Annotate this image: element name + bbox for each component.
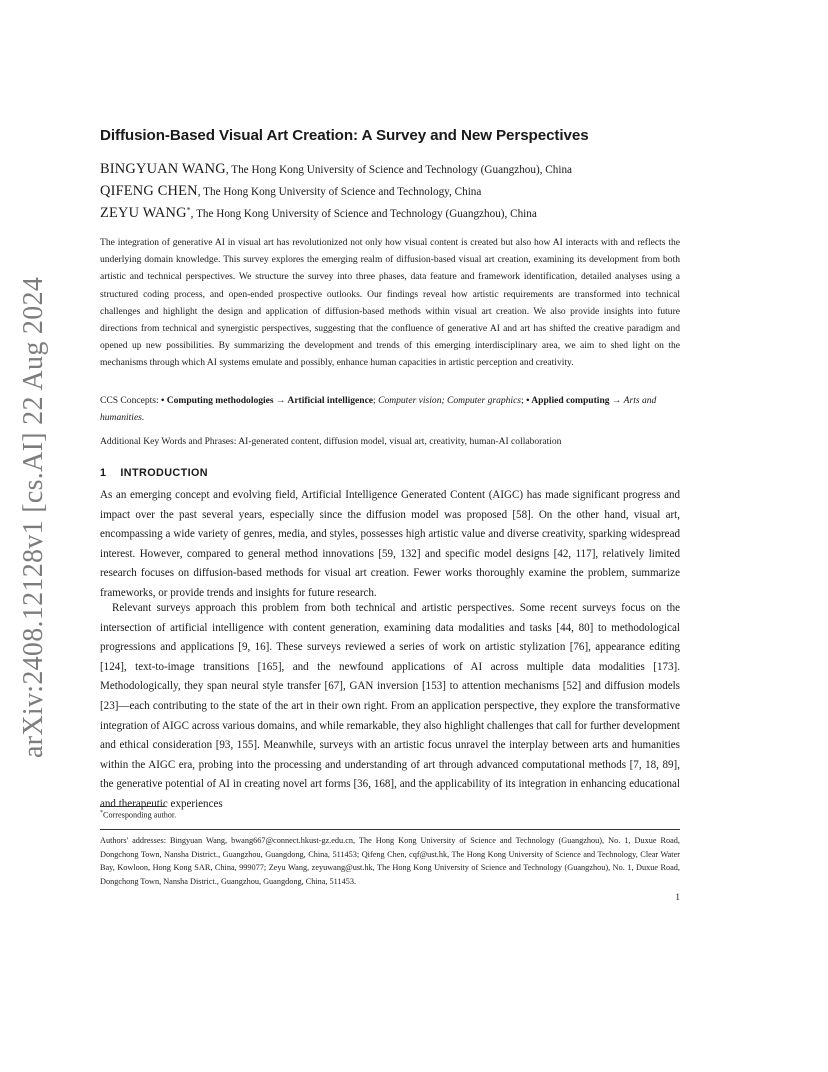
section-number: 1 (100, 467, 107, 479)
addresses-divider (100, 829, 680, 830)
ccs-vision-graphics: Computer vision; Computer graphics (378, 395, 522, 406)
author-name: BINGYUAN WANG (100, 161, 226, 177)
author-name: ZEYU WANG (100, 205, 187, 221)
author-affiliation: , The Hong Kong University of Science and Technology (Guangzhou), China (190, 208, 537, 220)
additional-keywords: Additional Key Words and Phrases: AI-generated content, diffusion model, visual art, creativity, human-AI collaboration (100, 436, 562, 447)
ccs-arts-humanities: → Arts and humanities. (100, 395, 657, 424)
section-heading (100, 467, 208, 479)
ccs-separator: ; (521, 395, 527, 406)
author-marker: * (186, 205, 191, 215)
author-affiliation: , The Hong Kong University of Science and Technology, China (197, 186, 482, 198)
abstract: The integration of generative AI in visual art has revolutionized not only how visual content is created but also how AI interacts with and reflects the underlying domain knowledge. This survey explores the emerging realm of diffusion-based visual art creation, examining its development from both artistic and technical perspectives. We structure the survey into three phases, data feature and framework identification, detailed analyses using a structured coding process, and open-ended prospective outlooks. Our findings reveal how artistic requirements are transformed into technical challenges and highlight the design and application of diffusion-based methods within visual art creation. We also provide insights into future directions from technical and synergistic perspectives, suggesting that the confluence of generative AI and art has shifted the creative paradigm and opened up new possibilities. By summarizing the development and trends of this emerging interdisciplinary area, we aim to shed light on the mechanisms through which AI systems emulate and possibly, enhance human capacities in artistic perception and creativity. (100, 237, 680, 369)
author-line (100, 161, 680, 178)
section-title: INTRODUCTION (120, 467, 208, 479)
ccs-computing-methodologies: • Computing methodologies → Artificial intelligence (161, 395, 374, 406)
ccs-label: CCS Concepts: (100, 395, 162, 406)
footnote-marker: * (100, 810, 103, 816)
author-addresses: Authors' addresses: Bingyuan Wang, bwang667@connect.hkust-gz.edu.cn, The Hong Kong University of Science and Technology (Guangzhou), No. 1, Duxue Road, Dongchong Town, Nansha District., Guangzhou, Guangdong, China, 511453; Qifeng Chen, cqf@ust.hk, The Hong Kong University of Science and Technology, Clear Water Bay, Kowloon, Hong Kong SAR, China, 999077; Zeyu Wang, zeyuwang@ust.hk, The Hong Kong University of Science and Technology (Guangzhou), No. 1, Duxue Road, Dongchong Town, Nansha District., Guangzhou, Guangdong, China, 511453. (100, 836, 680, 886)
footnote (100, 810, 176, 820)
ccs-separator: ; (373, 395, 379, 406)
author-affiliation: , The Hong Kong University of Science and Technology (Guangzhou), China (225, 164, 573, 176)
ccs-applied-computing: • Applied computing (526, 395, 610, 406)
page-number: 1 (675, 892, 680, 902)
ccs-concepts (100, 392, 680, 426)
arxiv-identifier-stamp: arXiv:2408.12128v1 [cs.AI] 22 Aug 2024 (18, 276, 49, 758)
body-paragraph: Relevant surveys approach this problem from both technical and artistic perspectives. Some recent surveys focus on the intersection of artificial intelligence with content generation, examining data modalities and tasks [44, 80] to methodological progressions and applications [9, 16]. These surveys reviewed a series of work on artistic stylization [76], appearance editing [124], text-to-image transitions [165], and the newfound applications of AI across multiple data modalities [173]. Methodologically, they span neural style transfer [67], GAN inversion [153] to attention mechanisms [52] and diffusion models [23]—each contributing to the state of the art in their own right. From an application perspective, they explore the transformative integration of AIGC across various domains, and while remarkable, they also highlight challenges that call for further development and ethical consideration [93, 155]. Meanwhile, surveys with an artistic focus unravel the interplay between arts and humanities within the AIGC era, probing into the processing and understanding of art through advanced computational methods [7, 18, 89], the generative potential of AI in creating novel art forms [36, 168], and the applicability of its integration in enhancing educational and therapeutic experiences (100, 602, 680, 810)
paper-title: Diffusion-Based Visual Art Creation: A Survey and New Perspectives (100, 127, 589, 144)
author-name: QIFENG CHEN (100, 183, 198, 199)
body-paragraph: As an emerging concept and evolving field, Artificial Intelligence Generated Content (AIGC) has made significant progress and impact over the past several years, especially since the diffusion model was proposed [58]. On the other hand, visual art, encompassing a wide variety of genres, media, and styles, possesses high artistic value and diverse creativity, sparking widespread interest. However, compared to general method innovations [59, 132] and specific model designs [42, 117], relatively limited research focuses on diffusion-based methods for visual art creation. Fewer works thoroughly examine the problem, summarize frameworks, or provide trends and insights for future research. (100, 489, 680, 599)
footnote-text: Corresponding author. (103, 810, 177, 820)
footnote-divider (100, 806, 164, 807)
author-line (100, 205, 680, 222)
author-line (100, 183, 680, 200)
